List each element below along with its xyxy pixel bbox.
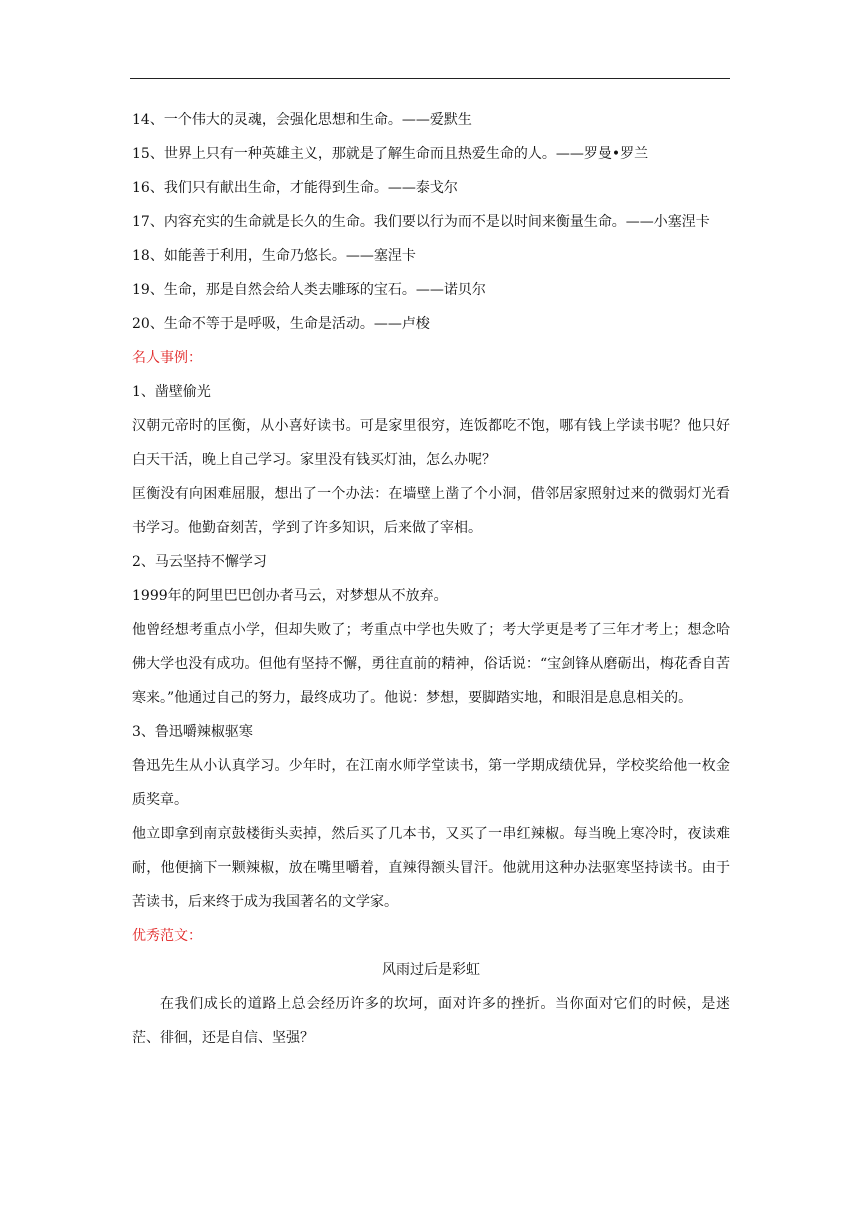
example-1-paragraph-1: 汉朝元帝时的匡衡，从小喜好读书。可是家里很穷，连饭都吃不饱，哪有钱上学读书呢？他只好白天干活，晚上自己学习。家里没有钱买灯油，怎么办呢？ [132, 418, 730, 468]
quote-15: 15、世界上只有一种英雄主义，那就是了解生命而且热爱生命的人。——罗曼•罗兰 [132, 146, 649, 162]
example-1-paragraph-2: 匡衡没有向困难屈服，想出了一个办法：在墙壁上凿了个小洞，借邻居家照射过来的微弱灯光看书学习。他勤奋刻苦，学到了许多知识，后来做了宰相。 [132, 486, 730, 536]
essay-heading: 优秀范文： [132, 928, 202, 944]
quote-18: 18、如能善于利用，生命乃悠长。——塞涅卡 [132, 248, 416, 264]
example-2-paragraph-1: 1999年的阿里巴巴创办者马云，对梦想从不放弃。 [132, 588, 448, 604]
header-rule [130, 78, 730, 79]
quote-14: 14、一个伟大的灵魂，会强化思想和生命。——爱默生 [132, 112, 472, 128]
example-3-title: 3、鲁迅嚼辣椒驱寒 [132, 724, 253, 740]
essay-title: 风雨过后是彩虹 [382, 962, 480, 978]
quote-20: 20、生命不等于是呼吸，生命是活动。——卢梭 [132, 316, 430, 332]
example-3-paragraph-2: 他立即拿到南京鼓楼街头卖掉，然后买了几本书，又买了一串红辣椒。每当晚上寒冷时，夜读难耐，他便摘下一颗辣椒，放在嘴里嚼着，直辣得额头冒汗。他就用这种办法驱寒坚持读书。由于苦读书，后来终于成为我国著名的文学家。 [132, 826, 730, 910]
example-2-title: 2、马云坚持不懈学习 [132, 554, 267, 570]
quote-19: 19、生命，那是自然会给人类去雕琢的宝石。——诺贝尔 [132, 282, 486, 298]
example-3-paragraph-1: 鲁迅先生从小认真学习。少年时，在江南水师学堂读书，第一学期成绩优异，学校奖给他一枚金质奖章。 [132, 758, 730, 808]
essay-paragraph-1: 在我们成长的道路上总会经历许多的坎坷，面对许多的挫折。当你面对它们的时候，是迷茫、徘徊，还是自信、坚强？ [132, 996, 730, 1046]
quote-17: 17、内容充实的生命就是长久的生命。我们要以行为而不是以时间来衡量生命。——小塞涅卡 [132, 214, 710, 230]
document-body [132, 109, 730, 1055]
quote-16: 16、我们只有献出生命，才能得到生命。——泰戈尔 [132, 180, 458, 196]
example-1-title: 1、凿壁偷光 [132, 384, 211, 400]
examples-heading: 名人事例： [132, 350, 202, 366]
example-2-paragraph-2: 他曾经想考重点小学，但却失败了；考重点中学也失败了；考大学更是考了三年才考上；想念哈佛大学也没有成功。但他有坚持不懈，勇往直前的精神，俗话说：“宝剑锋从磨砺出，梅花香自苦寒来。”他通过自己的努力，最终成功了。他说：梦想，要脚踏实地，和眼泪是息息相关的。 [132, 622, 730, 706]
